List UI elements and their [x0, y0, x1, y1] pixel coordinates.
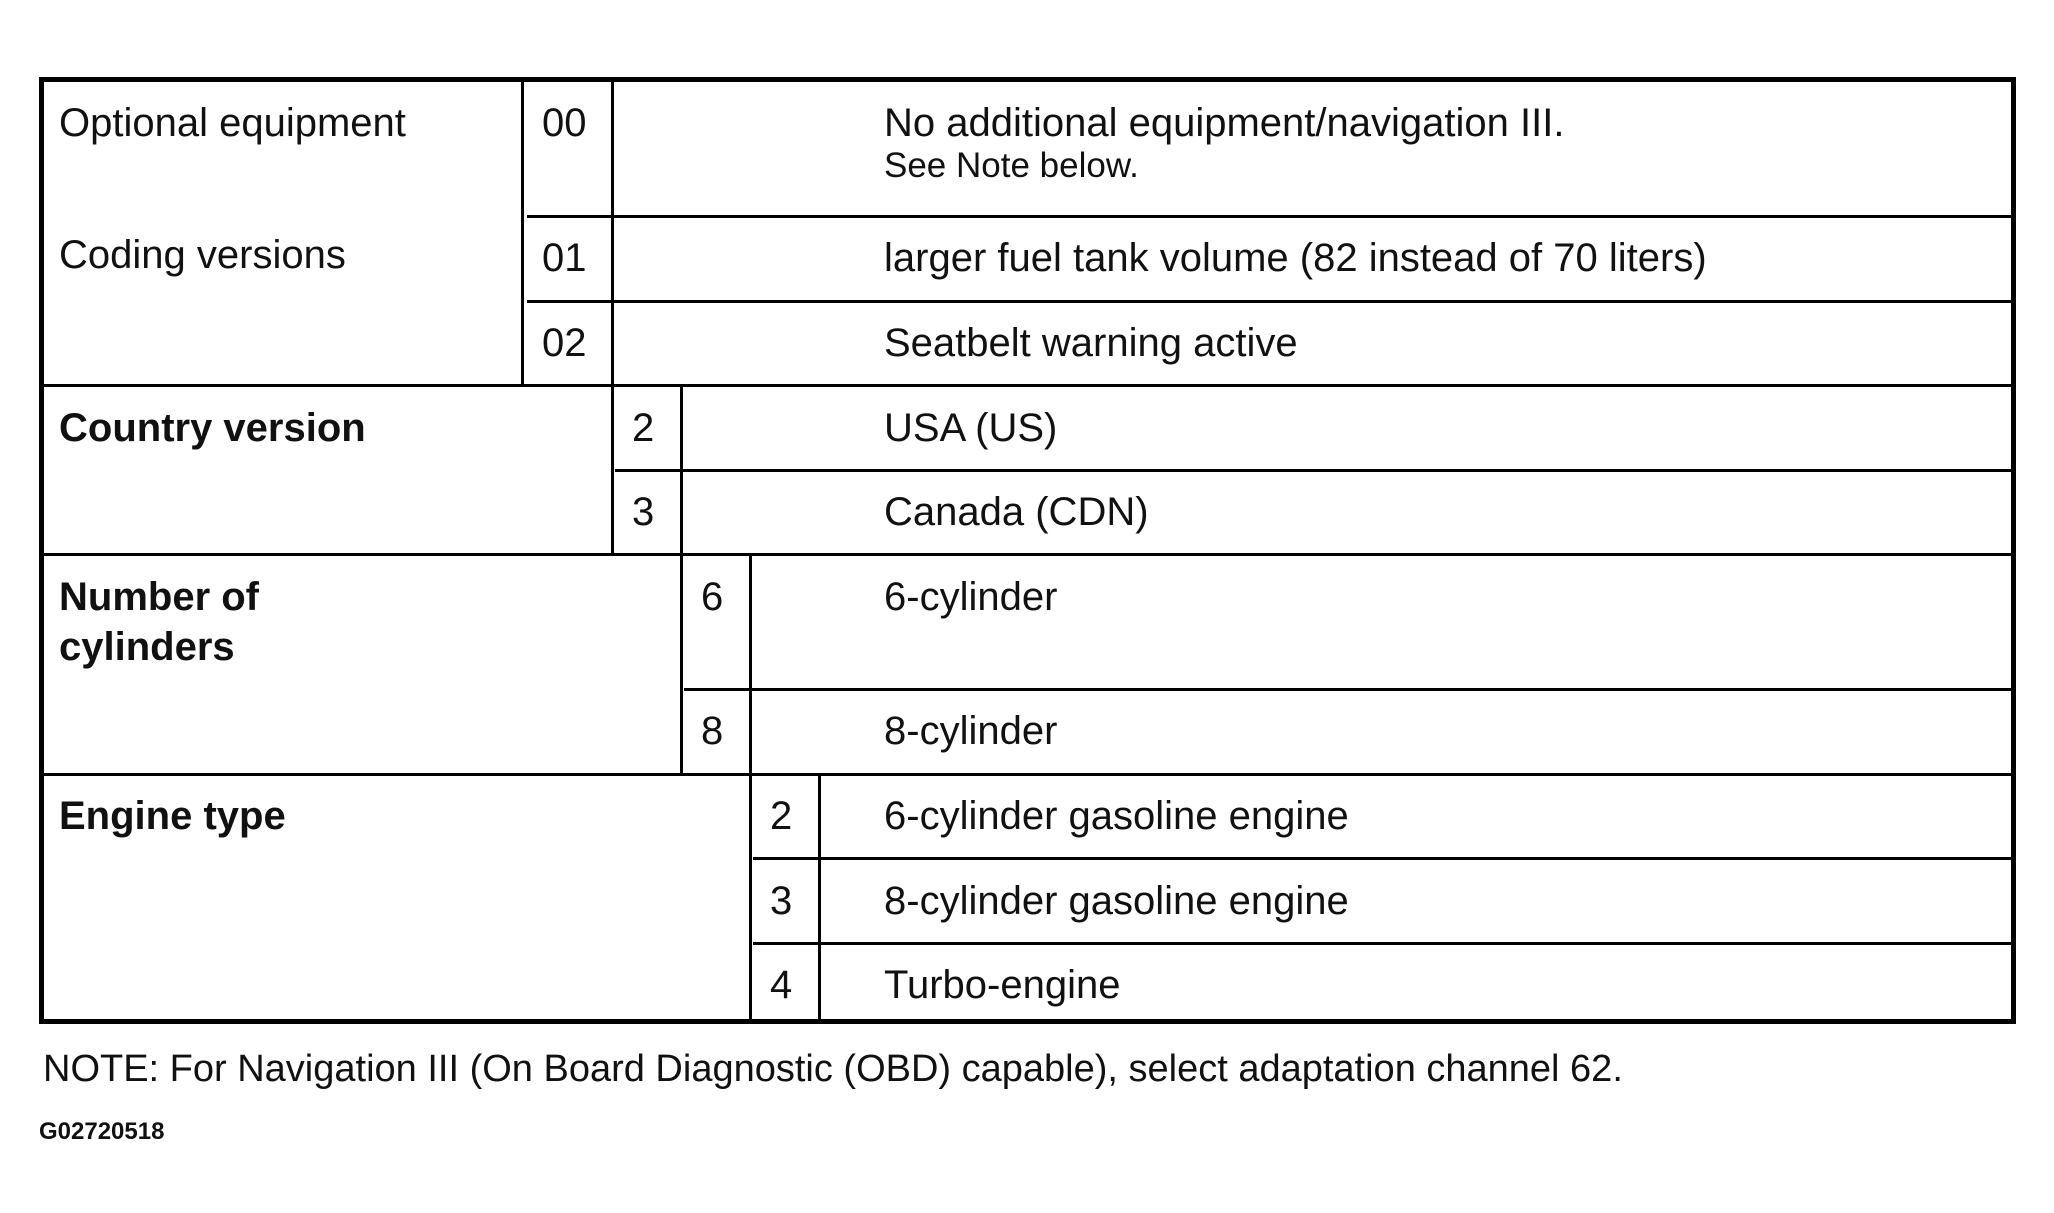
section-divider	[44, 773, 2016, 776]
row-divider	[753, 942, 2016, 945]
column-divider	[611, 82, 614, 553]
figure-id: G02720518	[39, 1118, 165, 1145]
engine-description-3: 8-cylinder gasoline engine	[884, 879, 1349, 923]
section-divider	[44, 384, 2016, 387]
column-divider	[749, 553, 752, 1024]
cylinder-description-6: 6-cylinder	[884, 575, 1058, 619]
row-divider	[615, 469, 2016, 472]
code-00: 00	[542, 101, 587, 145]
code-02: 02	[542, 321, 587, 365]
coding-table	[39, 77, 2016, 1024]
coding-versions-label: Coding versions	[59, 233, 346, 277]
cylinders-label-line1: Number of	[59, 575, 259, 619]
section-divider	[44, 553, 2016, 556]
row-divider	[527, 300, 2016, 303]
engine-code-2: 2	[770, 794, 793, 838]
country-code-2: 2	[632, 406, 655, 450]
cylinders-label-line2: cylinders	[59, 625, 235, 669]
description-01: larger fuel tank volume (82 instead of 70 liters)	[884, 236, 1707, 280]
code-01: 01	[542, 236, 587, 280]
engine-description-4: Turbo-engine	[884, 963, 1121, 1007]
cylinder-code-8: 8	[701, 709, 724, 753]
engine-code-3: 3	[770, 879, 793, 923]
country-version-label: Country version	[59, 406, 366, 450]
engine-description-2: 6-cylinder gasoline engine	[884, 794, 1349, 838]
engine-type-label: Engine type	[59, 794, 286, 838]
description-00-line2: See Note below.	[884, 146, 1139, 185]
column-divider	[521, 82, 524, 384]
description-00-line1: No additional equipment/navigation III.	[884, 101, 1565, 145]
cylinder-description-8: 8-cylinder	[884, 709, 1058, 753]
row-divider	[527, 215, 2016, 218]
cylinder-code-6: 6	[701, 575, 724, 619]
country-code-3: 3	[632, 490, 655, 534]
navigation-note: NOTE: For Navigation III (On Board Diagnostic (OBD) capable), select adaptation channel 62.	[43, 1048, 1623, 1090]
engine-code-4: 4	[770, 963, 793, 1007]
optional-equipment-label: Optional equipment	[59, 101, 406, 145]
column-divider	[818, 773, 821, 1024]
description-02: Seatbelt warning active	[884, 321, 1298, 365]
column-divider	[680, 384, 683, 773]
country-description-3: Canada (CDN)	[884, 490, 1149, 534]
row-divider	[753, 857, 2016, 860]
row-divider	[684, 688, 2016, 691]
country-description-2: USA (US)	[884, 406, 1058, 450]
